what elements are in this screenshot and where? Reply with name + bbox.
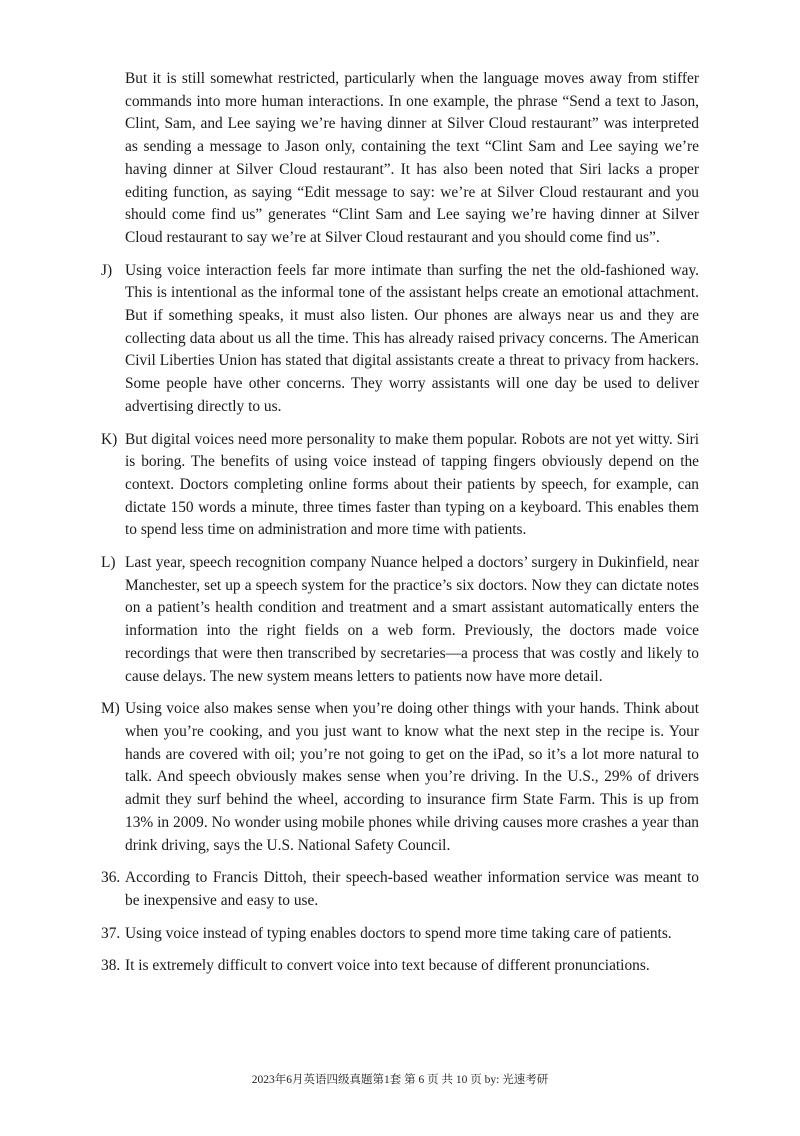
question-37 [101, 923, 699, 946]
question-number: 36. [101, 869, 121, 887]
paragraph-text: Using voice also makes sense when you’re doing other things with your hands. Think about when you’re cooking, and you just want to know what the next step in the recipe is. Your hands are covered with oil; you’re not going to get on the iPad, so it’s a lot more natural to talk. And speech obviously makes sense when you’re driving. In the U.S., 29% of drivers admit they surf behind the wheel, according to insurance firm State Farm. This is up from 13% in 2009. No wonder using mobile phones while driving causes more crashes a year than drink driving, says the U.S. National Safety Council. [125, 700, 699, 854]
question-number: 38. [101, 957, 121, 975]
paragraph-text: Last year, speech recognition company Nuance helped a doctors’ surgery in Dukinfield, near Manchester, set up a speech system for the practice’s six doctors. Now they can dictate notes on a patient’s health condition and treatment and a smart assistant automatically enters the information into the right fields on a web form. Previously, the doctors made voice recordings that were then transcribed by secretaries—a process that was costly and likely to cause delays. The new system means letters to patients now have more detail. [125, 554, 699, 685]
question-38 [101, 955, 699, 978]
paragraph-label: J) [101, 261, 113, 279]
paragraph-m [101, 698, 699, 857]
paragraph-label: L) [101, 554, 116, 572]
paragraph-k [101, 429, 699, 543]
paragraph-i-continuation: But it is still somewhat restricted, particularly when the language moves away from stiffer commands into more human interactions. In one example, the phrase “Send a text to Jason, Clint, Sam, and Lee saying we’re having dinner at Silver Cloud restaurant” was interpreted as sending a message to Jason only, containing the text “Clint Sam and Lee saying we’re having dinner at Silver Cloud restaurant”. It has also been noted that Siri lacks a proper editing function, as saying “Edit message to say: we’re at Silver Cloud restaurant and you should come find us” generates “Clint Sam and Lee saying we’re having dinner at Silver Cloud restaurant to say we’re at Silver Cloud restaurant and you should come find us”. [125, 70, 699, 246]
paragraph-label: K) [101, 430, 118, 448]
question-text: Using voice instead of typing enables doctors to spend more time taking care of patients. [125, 924, 672, 942]
paragraph-j [101, 260, 699, 419]
document-page [101, 68, 699, 988]
paragraph-text: But digital voices need more personality to make them popular. Robots are not yet witty. Siri is boring. The benefits of using voice instead of tapping fingers obviously depend on the context. Doctors completing online forms about their patients by speech, for example, can dictate 150 words a minute, three times faster than typing on a keyboard. This enables them to spend less time on administration and more time with patients. [125, 430, 699, 539]
page-footer: 2023年6月英语四级真题第1套 第 6 页 共 10 页 by: 光速考研 [251, 1074, 549, 1086]
paragraph-text: Using voice interaction feels far more intimate than surfing the net the old-fashioned way. This is intentional as the informal tone of the assistant helps create an emotional attachment. But if something speaks, it must also listen. Our phones are always near us and they are collecting data about us all the time. This has already raised privacy concerns. The American Civil Liberties Union has stated that digital assistants create a threat to privacy from hackers. Some people have other concerns. They worry assistants will one day be used to deliver advertising directly to us. [125, 261, 699, 415]
paragraph-label: M) [101, 700, 120, 718]
paragraph-l [101, 552, 699, 688]
question-36 [101, 867, 699, 912]
question-text: According to Francis Dittoh, their speech-based weather information service was meant to be inexpensive and easy to use. [125, 869, 699, 909]
question-text: It is extremely difficult to convert voice into text because of different pronunciations. [125, 957, 650, 975]
question-number: 37. [101, 924, 121, 942]
